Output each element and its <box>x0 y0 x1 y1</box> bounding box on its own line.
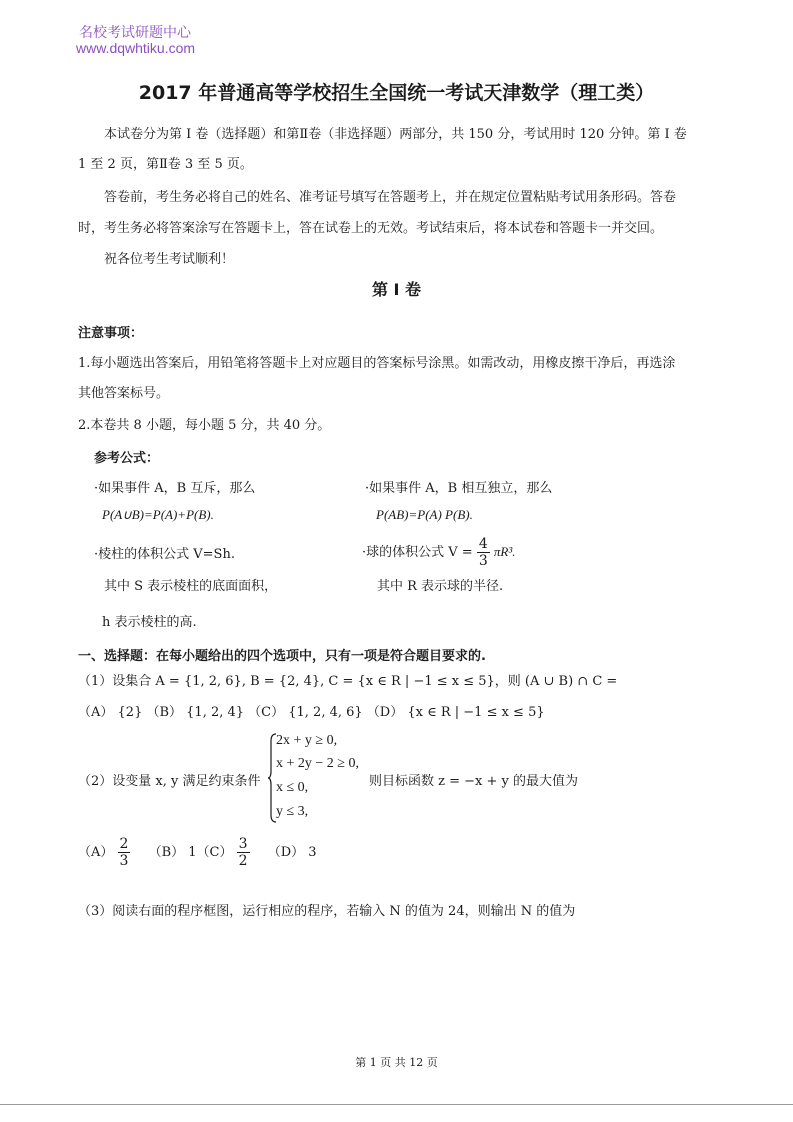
formula-1-eq: P(A∪B)=P(A)+P(B). <box>102 507 214 522</box>
formula-4-note: 其中 R 表示球的半径. <box>377 579 504 594</box>
q2-option-c-denominator: 2 <box>238 853 248 870</box>
q2-constraints <box>268 733 368 823</box>
q2-option-a-denominator: 3 <box>119 853 129 870</box>
q2-option-a-numerator: 2 <box>119 836 129 852</box>
q2-constraint-1: 2x + y ≥ 0, <box>276 733 338 748</box>
page-title: 2017 年普通高等学校招生全国统一考试天津数学（理工类） <box>138 82 655 104</box>
q1-stem: （1）设集合 A = {1, 2, 6}, B = {2, 4}, C = {x ∈ R | −1 ≤ x ≤ 5}，则 (A ∪ B) ∩ C = <box>78 674 618 689</box>
q2-constraint-4: y ≤ 3, <box>276 804 309 819</box>
q3-stem: （3）阅读右面的程序框图，运行相应的程序，若输入 N 的值为 24，则输出 N 的值为 <box>78 904 576 919</box>
intro-line-3: 答卷前，考生务必将自己的姓名、准考证号填写在答题考上，并在规定位置粘贴考试用条形码。答卷 <box>104 190 677 205</box>
bottom-divider <box>0 1104 793 1105</box>
note-item-1b: 其他答案标号。 <box>78 386 170 401</box>
q2-option-c-fraction <box>237 836 250 869</box>
section-title: 第 I 卷 <box>371 280 422 299</box>
formula-3-note-2: h 表示棱柱的高. <box>102 615 197 630</box>
intro-line-2: 1 至 2 页，第Ⅱ卷 3 至 5 页。 <box>78 157 253 172</box>
formulas-heading: 参考公式： <box>94 451 160 466</box>
notes-heading: 注意事项： <box>78 326 144 341</box>
formula-4-denominator: 3 <box>478 553 488 570</box>
note-item-2: 2.本卷共 8 小题，每小题 5 分，共 40 分。 <box>78 418 331 433</box>
intro-line-4: 时，考生务必将答案涂写在答题卡上，答在试卷上的无效。考试结束后，将本试卷和答题卡一并交回。 <box>78 221 664 236</box>
formula-4-numerator: 4 <box>478 536 488 552</box>
page-footer: 第 1 页 共 12 页 <box>355 1056 438 1069</box>
formula-3-note-1: 其中 S 表示棱柱的底面面积， <box>104 579 278 594</box>
formula-3-text: ·棱柱的体积公式 V=Sh. <box>94 547 235 562</box>
formula-4-text: ·球的体积公式 V = <box>362 545 473 561</box>
watermark-url[interactable]: www.dqwhtiku.com <box>76 40 196 56</box>
formula-2-eq: P(AB)=P(A) P(B). <box>376 507 473 522</box>
q2-option-a-label: （A） <box>78 845 114 861</box>
watermark-title: 名校考试研题中心 <box>79 25 191 41</box>
q2-options <box>78 836 317 869</box>
formula-4 <box>362 536 516 569</box>
q2-constraint-2: x + 2y − 2 ≥ 0, <box>276 756 359 771</box>
q2-option-a-fraction <box>118 836 131 869</box>
q2-stem-post: 则目标函数 z = −x + y 的最大值为 <box>369 774 578 789</box>
intro-line-5: 祝各位考生考试顺利！ <box>104 252 235 267</box>
intro-line-1: 本试卷分为第 I 卷（选择题）和第Ⅱ卷（非选择题）两部分，共 150 分，考试用时 120 分钟。第 I 卷 <box>104 127 687 142</box>
q2-stem-pre: （2）设变量 x, y 满足约束条件 <box>78 774 261 789</box>
note-item-1a: 1.每小题选出答案后，用铅笔将答题卡上对应题目的答案标号涂黑。如需改动，用橡皮擦干净后，再选涂 <box>78 356 676 371</box>
q1-options: （A） {2} （B） {1, 2, 4} （C） {1, 2, 4, 6} （D） {x ∈ R | −1 ≤ x ≤ 5} <box>78 705 545 720</box>
q2-option-c-numerator: 3 <box>238 836 248 852</box>
q2-option-d-label: （D） 3 <box>267 845 317 861</box>
part1-heading: 一、选择题：在每小题给出的四个选项中，只有一项是符合题目要求的. <box>78 649 486 664</box>
formula-1-text: ·如果事件 A，B 互斥，那么 <box>94 481 256 496</box>
formula-4-tail: πR³. <box>493 544 516 560</box>
formula-2-text: ·如果事件 A，B 相互独立，那么 <box>365 481 553 496</box>
q2-option-bc-label: （B） 1（C） <box>148 845 233 861</box>
q2-constraint-3: x ≤ 0, <box>276 780 309 795</box>
formula-4-fraction <box>477 536 490 569</box>
